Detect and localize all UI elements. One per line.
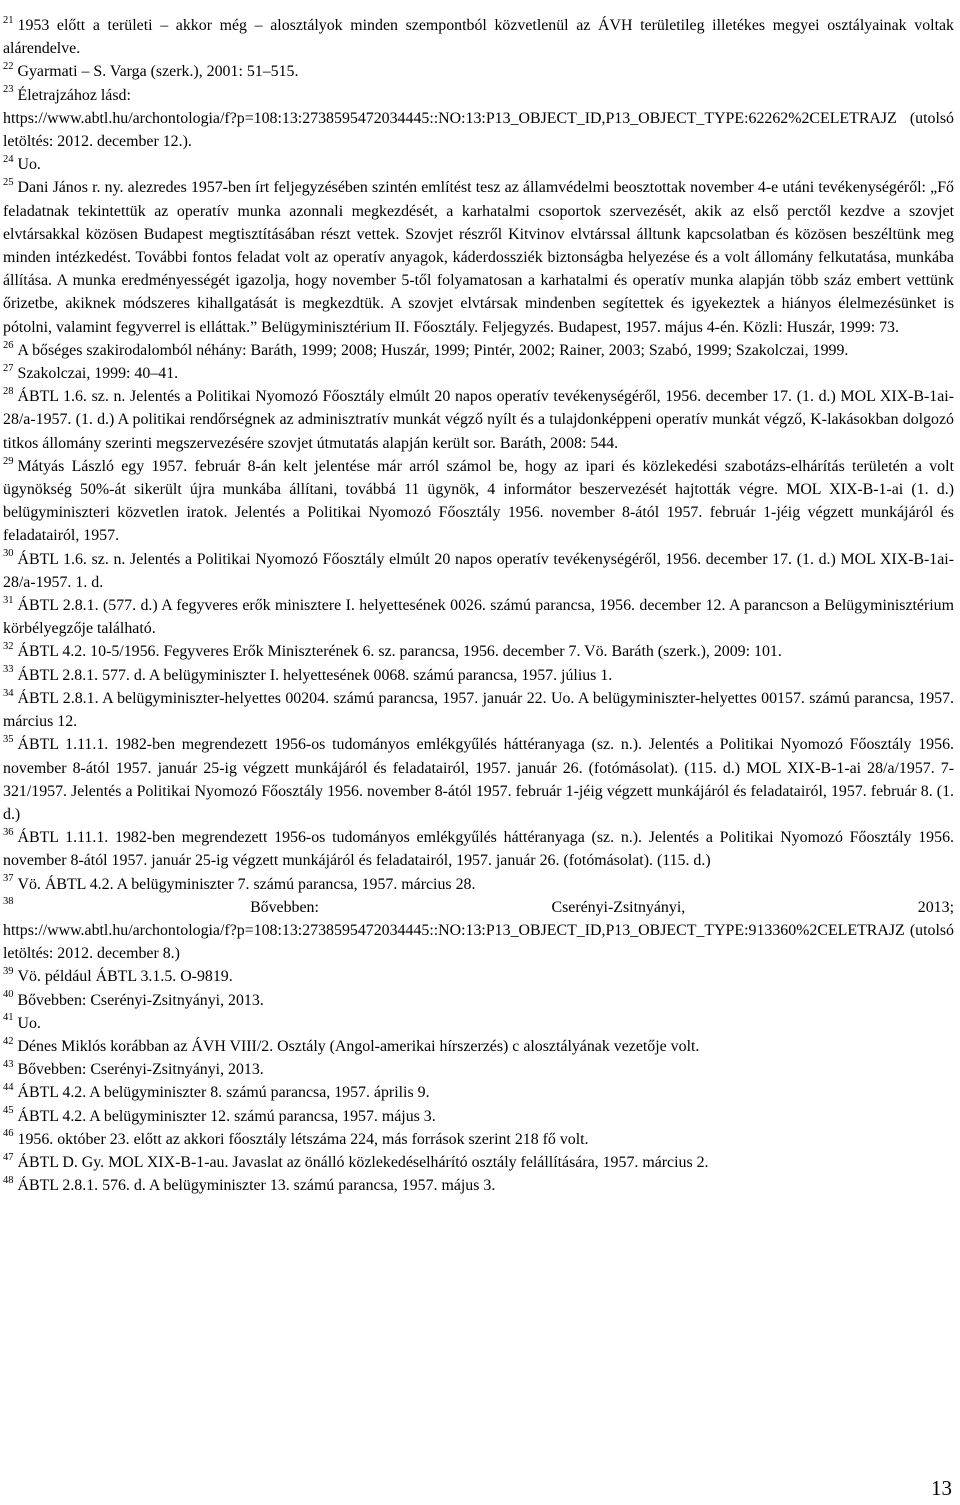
footnote-number: 39 [3,966,14,978]
footnote-46 [3,1128,954,1151]
footnote-text: ÁBTL 2.8.1. 577. d. A belügyminiszter I. helyettesének 0068. számú parancsa, 1957. július 1. [17,666,613,684]
footnote-text: Vö. ÁBTL 4.2. A belügyminiszter 7. számú parancsa, 1957. március 28. [17,875,476,893]
footnote-tail: (utolsó letöltés: 2012. december 12.). [3,109,954,151]
page-number: 13 [931,1476,952,1500]
footnote-link[interactable]: https://www.abtl.hu/archontologia/f?p=108:13:2738595472034445::NO:13:P13_OBJECT_ID,P13_OBJECT_TYPE:62262%2CELETRAJZ [3,109,897,127]
footnote-47 [3,1151,954,1174]
footnote-28 [3,385,954,455]
footnote-text: Vö. például ÁBTL 3.1.5. O-9819. [17,968,233,986]
footnote-text: ÁBTL 2.8.1. A belügyminiszter-helyettes 00204. számú parancsa, 1957. január 22. Uo. A belügyminiszter-helyettes 00157. számú parancsa, 1957. március 12. [3,689,954,731]
footnote-38-first-line [3,896,954,919]
footnote-number: 37 [3,873,14,885]
footnote-text: ÁBTL 1.6. sz. n. Jelentés a Politikai Nyomozó Főosztály elmúlt 20 napos operatív tevékenységéről, 1956. december 17. (1. d.) MOL XIX-B-1ai-28/a-1957. (1. d.) A politikai rendőrségnek az adminisztratív munkát végző nyílt és a tulajdonképpeni operatív munkát végző, K-lakásokban dolgozó titkos állomány szerinti megszervezésére szovjet útmutatás alapján került sor. Baráth, 2008: 544. [3,388,954,452]
footnote-34 [3,687,954,733]
footnote-text: Életrajzához lásd: [17,86,131,104]
footnote-text: A bőséges szakirodalomból néhány: Baráth, 1999; 2008; Huszár, 1999; Pintér, 2002; Rainer, 2003; Szabó, 1999; Szakolczai, 1999. [17,341,849,359]
footnote-24 [3,153,954,176]
footnote-text: Gyarmati – S. Varga (szerk.), 2001: 51–515. [17,63,299,81]
footnote-35 [3,733,954,826]
footnote-22 [3,60,954,83]
footnote-number: 34 [3,687,14,699]
footnote-mid: Cserényi-Zsitnyányi, [551,898,686,916]
footnote-number: 45 [3,1105,14,1117]
footnote-44 [3,1081,954,1104]
footnote-number: 48 [3,1174,14,1186]
footnote-number: 21 [3,14,14,26]
footnote-text: 1956. október 23. előtt az akkori főosztály létszáma 224, más források szerint 218 fő volt. [17,1130,589,1148]
footnote-40 [3,989,954,1012]
footnote-25 [3,176,954,338]
footnote-number: 26 [3,339,14,351]
footnote-33 [3,664,954,687]
footnote-number: 44 [3,1082,14,1094]
footnote-number: 35 [3,734,14,745]
footnote-number: 23 [3,84,14,96]
footnote-tail: (utolsó letöltés: 2012. december 8.) [3,921,954,963]
footnote-number: 28 [3,385,14,397]
footnote-text: Bővebben: Cserényi-Zsitnyányi, 2013. [17,1061,264,1079]
footnote-text: ÁBTL 1.6. sz. n. Jelentés a Politikai Nyomozó Főosztály elmúlt 20 napos operatív tevékenységéről, 1956. december 17. (1. d.) MOL XIX-B-1ai-28/a-1957. 1. d. [3,550,954,591]
footnote-number: 36 [3,826,14,838]
footnote-end: 2013; [917,898,954,916]
footnote-text: ÁBTL 4.2. A belügyminiszter 12. számú parancsa, 1957. május 3. [17,1107,436,1125]
footnote-32 [3,640,954,663]
footnote-number: 22 [3,61,14,73]
footnote-text: ÁBTL 4.2. A belügyminiszter 8. számú parancsa, 1957. április 9. [17,1084,430,1102]
footnote-43 [3,1058,954,1081]
footnotes-section [3,14,954,1197]
footnote-number: 32 [3,641,14,653]
footnote-number: 30 [3,548,14,560]
footnote-text: Dénes Miklós korábban az ÁVH VIII/2. Osztály (Angol-amerikai hírszerzés) c alosztályának vezetője volt. [17,1037,700,1055]
footnote-text: ÁBTL 2.8.1. 576. d. A belügyminiszter 13. számú parancsa, 1957. május 3. [17,1177,496,1195]
footnote-number: 29 [3,455,14,467]
footnote-number: 47 [3,1151,14,1163]
footnote-45 [3,1105,954,1128]
footnote-text: Mátyás László egy 1957. február 8-án kelt jelentése már arról számol be, hogy az ipari és közlekedési szabotázs-elhárítás területén a volt ügynökség 50%-át sikerült újra munkába állítani, továbbá 11 ügynök, 4 informátor beszervezését hajtották végre. MOL XIX-B-1-ai (1. d.) belügyminiszteri közvetlen iratok. Jelentés a Politikai Nyomozó Főosztály 1956. november 8-ától 1957. február 1-jéig végzett munkájáról és feladatairól, 1957. [3,457,954,545]
footnote-text: Szakolczai, 1999: 40–41. [17,365,179,383]
footnote-text: ÁBTL 1.11.1. 1982-ben megrendezett 1956-os tudományos emlékgyűlés háttéranyaga (sz. n.). Jelentés a Politikai Nyomozó Főosztály 1956. november 8-ától 1957. január 25-ig végzett munkájáról és feladatairól, 1957. január 26. (fotómásolat). (115. d.) MOL XIX-B-1-ai 28/a/1957. 7-321/1957. Jelentés a Politikai Nyomozó Főosztály 1956. november 8-ától 1957. február 1-jéig végzett munkájáról és feladatairól, 1957. február 8. (1. d.) [3,736,954,823]
footnote-link[interactable]: https://www.abtl.hu/archontologia/f?p=108:13:2738595472034445::NO:13:P13_OBJECT_ID,P13_OBJECT_TYPE:913360%2CELETRAJZ [3,921,905,939]
footnote-text: ÁBTL D. Gy. MOL XIX-B-1-au. Javaslat az önálló közlekedéselhárító osztály felállítására, 1957. március 2. [17,1153,709,1171]
footnote-48 [3,1174,954,1197]
footnote-number: 31 [3,594,14,606]
footnote-number: 43 [3,1058,14,1070]
footnote-text: Uo. [17,156,41,174]
footnote-29 [3,455,954,548]
footnote-number: 27 [3,362,14,374]
footnote-number: 25 [3,177,14,189]
footnote-number: 46 [3,1128,14,1140]
footnote-23 [3,84,954,154]
footnote-text: 1953 előtt a területi – akkor még – alosztályok minden szempontból közvetlenül az ÁVH területileg illetékes megyei osztályainak voltak alárendelve. [3,17,954,58]
footnote-text: Bővebben: Cserényi-Zsitnyányi, 2013. [17,991,264,1009]
footnote-number: 33 [3,664,14,676]
footnote-26 [3,339,954,362]
footnote-number: 41 [3,1012,14,1024]
footnote-number: 42 [3,1035,14,1047]
footnote-number: 38 [3,896,14,908]
footnote-text: ÁBTL 2.8.1. (577. d.) A fegyveres erők minisztere I. helyettesének 0026. számú parancsa, 1956. december 12. A parancson a Belügyminisztérium körbélyegzője található. [3,597,954,638]
footnote-31 [3,594,954,640]
footnote-21 [3,14,954,60]
footnote-text: ÁBTL 4.2. 10-5/1956. Fegyveres Erők Miniszterének 6. sz. parancsa, 1956. december 7. Vö. Baráth (szerk.), 2009: 101. [17,643,782,661]
footnote-36 [3,826,954,872]
footnote-text: Uo. [17,1014,41,1032]
footnote-38 [3,896,954,966]
footnote-27 [3,362,954,385]
footnote-text: Dani János r. ny. alezredes 1957-ben írt feljegyzésében szintén említést tesz az államvédelmi beosztottak november 4-e utáni tevékenységéről: „Fő feladatnak tekintettük az operatív munka azonnali megkezdését, a karhatalmi csoportok szervezését, akik az első perctől kezdve a szovjet elvtársakkal közösen Budapest megtisztításában részt vettek. Szovjet részről Kitvinov elvtárssal álltunk kapcsolatban és közösen beszéltünk meg minden intézkedést. További fontos feladat volt az operatív anyagok, káderdossziék biztonságba helyezése és a volt állomány felkutatása, munkába állítása. A munka eredményességét igazolja, hogy november 5-től folyamatosan a karhatalmi és operatív munka alapján több száz embert vettünk őrizetbe, akiknek módszeres kihallgatását is megkezdtük. A szovjet elvtársak mindenben segítettek és igyekeztek a hiányos élelmezésünket is pótolni, valamint fegyverrel is elláttak.” Belügyminisztérium II. Főosztály. Feljegyzés. Budapest, 1957. május 4-én. Közli: Huszár, 1999: 73. [3,179,954,336]
footnote-text: ÁBTL 1.11.1. 1982-ben megrendezett 1956-os tudományos emlékgyűlés háttéranyaga (sz. n.). Jelentés a Politikai Nyomozó Főosztály 1956. november 8-ától 1957. január 25-ig végzett munkájáról és feladatairól, 1957. január 26. (fotómásolat). (115. d.) [3,829,954,870]
footnote-42 [3,1035,954,1058]
footnote-number: 40 [3,989,14,1001]
footnote-lead: Bővebben: [250,898,319,916]
footnote-39 [3,965,954,988]
footnote-41 [3,1012,954,1035]
footnote-30 [3,548,954,594]
footnote-number: 24 [3,153,14,165]
footnote-37 [3,873,954,896]
